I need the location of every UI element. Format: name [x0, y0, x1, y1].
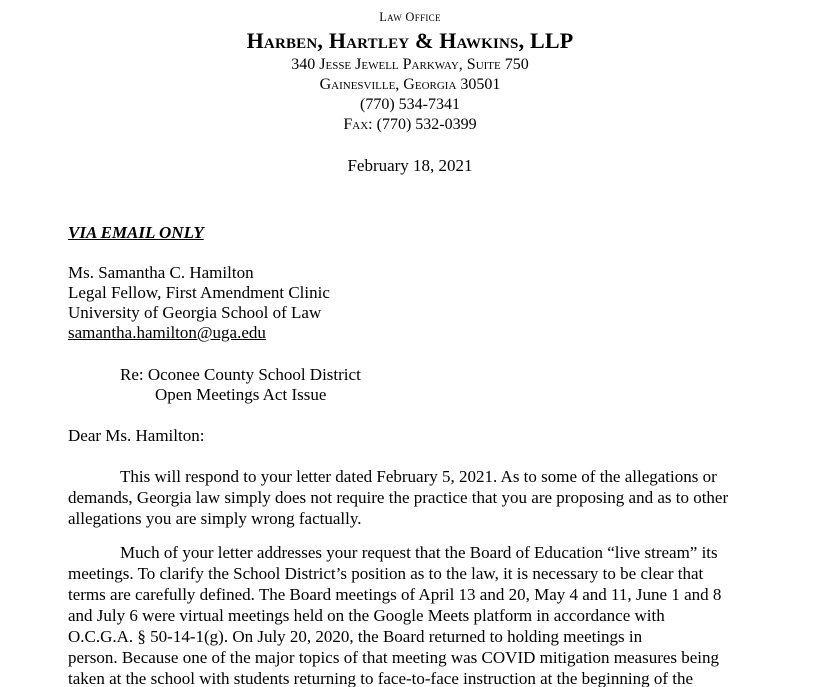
firm-address-line2: Gainesville, Georgia 30501: [319, 76, 501, 93]
firm-phone: (770) 534-7341: [360, 96, 460, 113]
letterhead-office: Law Office: [379, 10, 441, 24]
recipient-name: Ms. Samantha C. Hamilton: [68, 263, 254, 282]
firm-address-line1: 340 Jesse Jewell Parkway, Suite 750: [291, 56, 529, 73]
fax-number: (770) 532-0399: [376, 116, 477, 133]
paragraph-line: taken at the school with students returning to face-to-face instruction at the beginning of the: [68, 669, 694, 687]
paragraph-line: meetings. To clarify the School District’s position as to the law, it is necessary to be clear that: [68, 564, 704, 583]
fax-label: Fax:: [343, 116, 373, 133]
recipient-title: Legal Fellow, First Amendment Clinic: [68, 283, 330, 302]
paragraph-line: person. Because one of the major topics of that meeting was COVID mitigation measures being: [68, 648, 720, 667]
delivery-method: VIA EMAIL ONLY: [68, 223, 204, 242]
firm-fax: [0, 116, 820, 134]
body-paragraph-1: [68, 466, 756, 529]
paragraph-line: terms are carefully defined. The Board meetings of April 13 and 20, May 4 and 11, June 1 and 8: [68, 585, 722, 604]
paragraph-line: and July 6 were virtual meetings held on the Google Meets platform in accordance with: [68, 606, 665, 625]
paragraph-line: allegations you are simply wrong factually.: [68, 509, 362, 528]
paragraph-line: Much of your letter addresses your request that the Board of Education “live stream” its: [120, 543, 718, 562]
body-paragraph-2: [68, 542, 756, 687]
letter-date: February 18, 2021: [347, 156, 473, 175]
recipient-email-link[interactable]: samantha.hamilton@uga.edu: [68, 323, 266, 342]
paragraph-line: O.C.G.A. § 50-14-1(g). On July 20, 2020, the Board returned to holding meetings in: [68, 627, 643, 646]
paragraph-line: This will respond to your letter dated February 5, 2021. As to some of the allegations or: [120, 467, 717, 486]
firm-name: Harben, Hartley & Hawkins, LLP: [246, 28, 574, 53]
re-line-1: Re: Oconee County School District: [120, 365, 361, 384]
paragraph-line: demands, Georgia law simply does not require the practice that you are proposing and as to other: [68, 488, 729, 507]
re-line-2: Open Meetings Act Issue: [155, 385, 327, 404]
recipient-organization: University of Georgia School of Law: [68, 303, 322, 322]
salutation: Dear Ms. Hamilton:: [68, 426, 205, 445]
